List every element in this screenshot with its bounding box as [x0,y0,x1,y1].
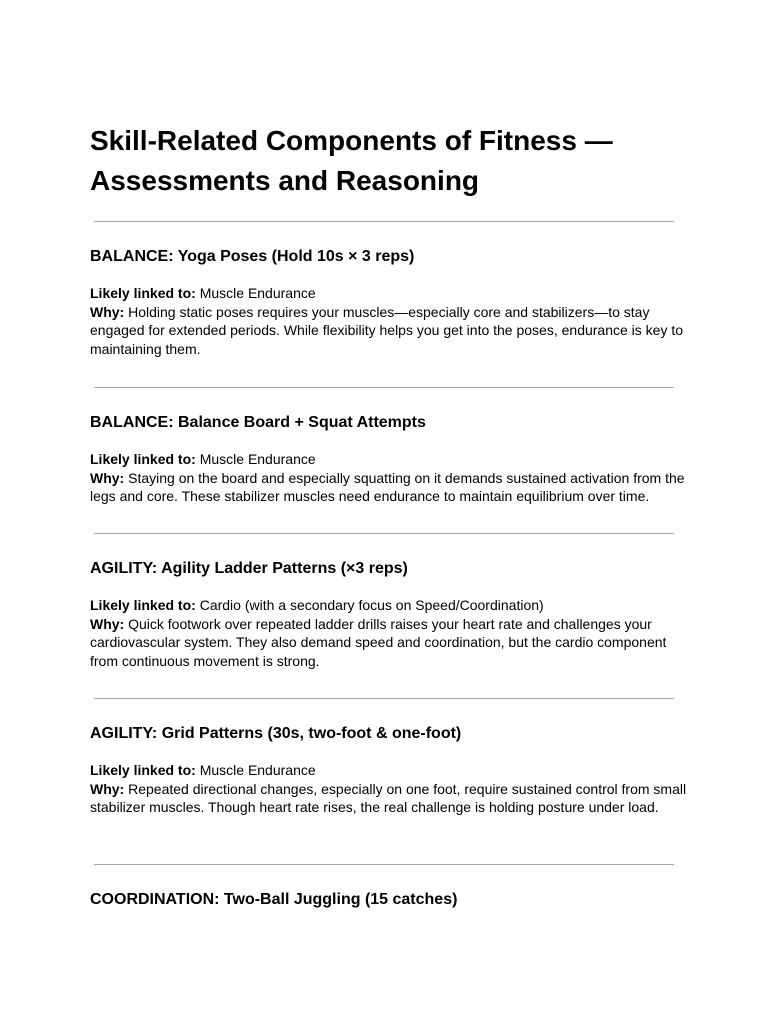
section-heading: AGILITY: Agility Ladder Patterns (×3 reps) [90,560,408,577]
section-heading: AGILITY: Grid Patterns (30s, two-foot & one-foot) [90,725,462,742]
section-coordination-juggling [90,889,690,911]
section-divider [94,387,674,388]
linked-value: Cardio (with a secondary focus on Speed/Coordination) [199,597,544,613]
section-divider [94,533,674,534]
section-agility-ladder [90,558,690,670]
why-label: Why: [90,303,125,320]
section-body [90,284,690,358]
linked-value: Muscle Endurance [199,762,316,778]
linked-label: Likely linked to: [90,451,196,467]
section-balance-board-squat [90,412,690,506]
linked-label: Likely linked to: [90,285,196,301]
section-agility-grid [90,723,690,817]
why-label: Why: [90,469,125,486]
document-title-line-2: Assessments and Reasoning [90,165,480,196]
why-text: Staying on the board and especially squatting on it demands sustained activation from the legs and core. These stabilizer muscles need endurance to maintain equilibrium over time. [90,469,685,504]
section-body [90,450,690,506]
why-label: Why: [90,780,125,797]
section-divider [94,698,674,699]
why-text: Repeated directional changes, especially on one foot, require sustained control from small stabilizer muscles. Though heart rate rises, the real challenge is holding posture under load. [90,780,687,815]
section-heading: BALANCE: Yoga Poses (Hold 10s × 3 reps) [90,248,415,265]
why-text: Quick footwork over repeated ladder drills raises your heart rate and challenges your cardiovascular system. They also demand speed and coordination, but the cardio component from continuous movement is strong. [90,615,667,669]
section-heading: COORDINATION: Two-Ball Juggling (15 catches) [90,891,458,908]
document-title [90,121,710,201]
section-balance-yoga-poses [90,246,690,358]
why-label: Why: [90,615,125,632]
linked-label: Likely linked to: [90,597,196,613]
section-heading: BALANCE: Balance Board + Squat Attempts [90,414,426,431]
section-divider [94,221,674,222]
section-body [90,761,690,817]
linked-label: Likely linked to: [90,762,196,778]
section-body [90,596,690,670]
section-divider [94,864,674,865]
linked-value: Muscle Endurance [199,285,316,301]
linked-value: Muscle Endurance [199,451,316,467]
why-text: Holding static poses requires your muscles—especially core and stabilizers—to stay engaged for extended periods. While flexibility helps you get into the poses, endurance is key to maintaining them. [90,303,684,357]
document-title-line-1: Skill-Related Components of Fitness — [90,125,613,156]
